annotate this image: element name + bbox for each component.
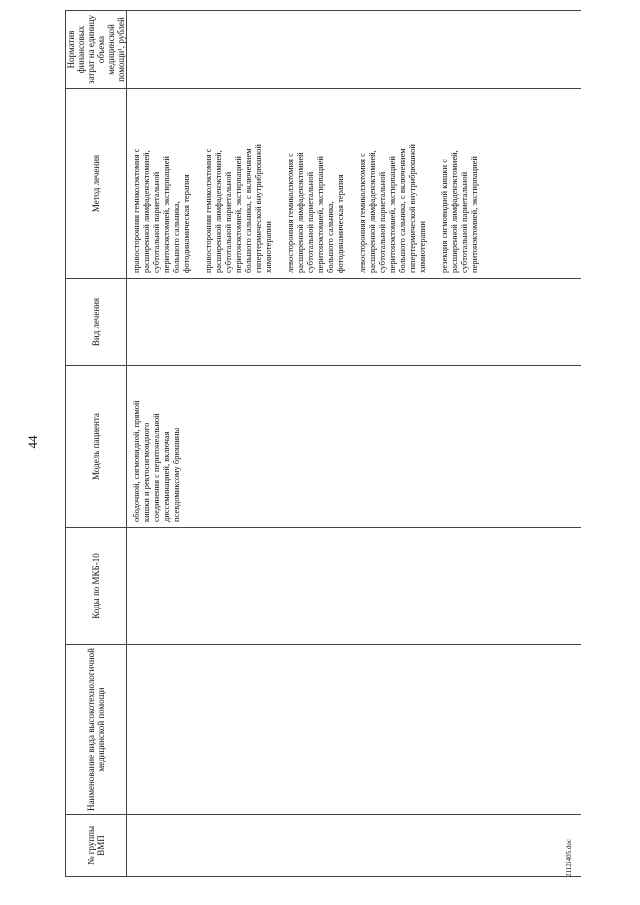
header-treatment-method: Метод лечения (66, 89, 127, 279)
table-header-row (66, 11, 127, 877)
treatment-method-item: правосторонняя гемиколэктомия с расширенной лимфаденэктомией, субтотальной париетальной перитонэктомией, экстирпацией большого сальника, фотодинамическая терапия (131, 148, 191, 273)
cell-treatment-method (127, 89, 582, 279)
header-cost-standard: Норматив финансовых затрат на единицу объема медицинской помощи¹, рублей (66, 11, 127, 89)
document-file-code: 2112i405.doc (565, 838, 573, 877)
cell-icd10-codes (127, 528, 582, 645)
patient-model-text: ободочной, сигмовидной, прямой кишки и ректосигмоидного соединения с перитонеальной диссеминацией, включая псевдомиксому брюшины (131, 400, 181, 522)
header-icd10-codes: Коды по МКБ-10 (66, 528, 127, 645)
rotated-page (25, 11, 575, 877)
header-vmp-type-name: Наименование вида высокотехнологичной медицинской помощи (66, 645, 127, 815)
treatment-method-item: левосторонняя гемиколэктомия с расширенной лимфаденэктомией субтотальной париетальной перитонэктомией, экстирпацией большого сальника, фотодинамическая терапия (285, 152, 345, 273)
vmp-table (65, 10, 581, 877)
cell-vmp-type-name (127, 645, 582, 815)
cell-patient-model (127, 366, 582, 528)
cell-treatment-type (127, 279, 582, 366)
treatment-method-item: левосторонняя гемиколэктомия с расширенной лимфаденэктомией, субтотальной париетальной перитонэктомией, экстирпацией большого сальника, с включением гипертермической внутрибрюшной химиотерапии (357, 144, 427, 273)
table-row (127, 11, 582, 877)
cell-group-number (127, 815, 582, 877)
treatment-method-list (131, 94, 479, 273)
header-group-number: № группы ВМП (66, 815, 127, 877)
treatment-method-item: правосторонняя гемиколэктомия с расширенной лимфаденэктомией, субтотальной париетальной перитонэктомией, экстирпацией большого сальника, с включением гипертермической внутрибрюшной химиотерапии (203, 144, 273, 273)
treatment-method-item: резекция сигмовидной кишки с расширенной лимфаденэктомией, субтотальной париетальной перитонэктомией, экстирпацией (439, 150, 479, 273)
header-treatment-type: Вид лечения (66, 279, 127, 366)
header-patient-model: Модель пациента (66, 366, 127, 528)
cell-cost-standard (127, 11, 582, 89)
page-number: 44 (25, 435, 40, 449)
